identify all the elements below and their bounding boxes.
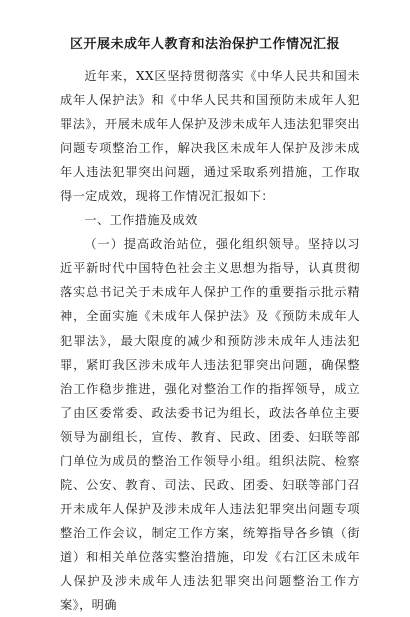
section-heading: 一、工作措施及成效 [84,213,198,228]
document-body [60,64,360,617]
document-title: 区开展未成年人教育和法治保护工作情况汇报 [69,37,340,52]
subsection-paragraph: （一）提高政治站位，强化组织领导。坚持以习近平新时代中国特色社会主义思想为指导，认真贯彻落实总书记关于未成年人保护工作的重要指示批示精神，全面实施《未成年人保护法》及《预防未成年人犯罪法》，最大限度的减少和预防涉未成年人违法犯罪，紧盯我区涉未成年人违法犯罪突出问题，确保整治工作稳步推进，强化对整治工作的指挥领导，成立了由区委常委、政法委书记为组长，政法各单位主要领导为副组长，宣传、教育、民政、团委、妇联等部门单位为成员的整治工作领导小组。组织法院、检察院、公安、教育、司法、民政、团委、妇联等部门召开未成年人保护及涉未成年人违法犯罪突出问题专项整治工作会议，制定工作方案，统筹指导各乡镇（街道）和相关单位落实整治措施，印发《右江区未成年人保护及涉未成年人违法犯罪突出问题整治工作方案》，明确 [60,237,360,613]
intro-paragraph: 近年来，XX区坚持贯彻落实《中华人民共和国未成年人保护法》和《中华人民共和国预防未成年人犯罪法》，开展未成年人保护及涉未成年人违法犯罪突出问题专项整治工作，解决我区未成年人保护及涉未成年人违法犯罪突出问题，通过采取系列措施，工作取得一定成效，现将工作情况汇报如下： [60,69,360,204]
